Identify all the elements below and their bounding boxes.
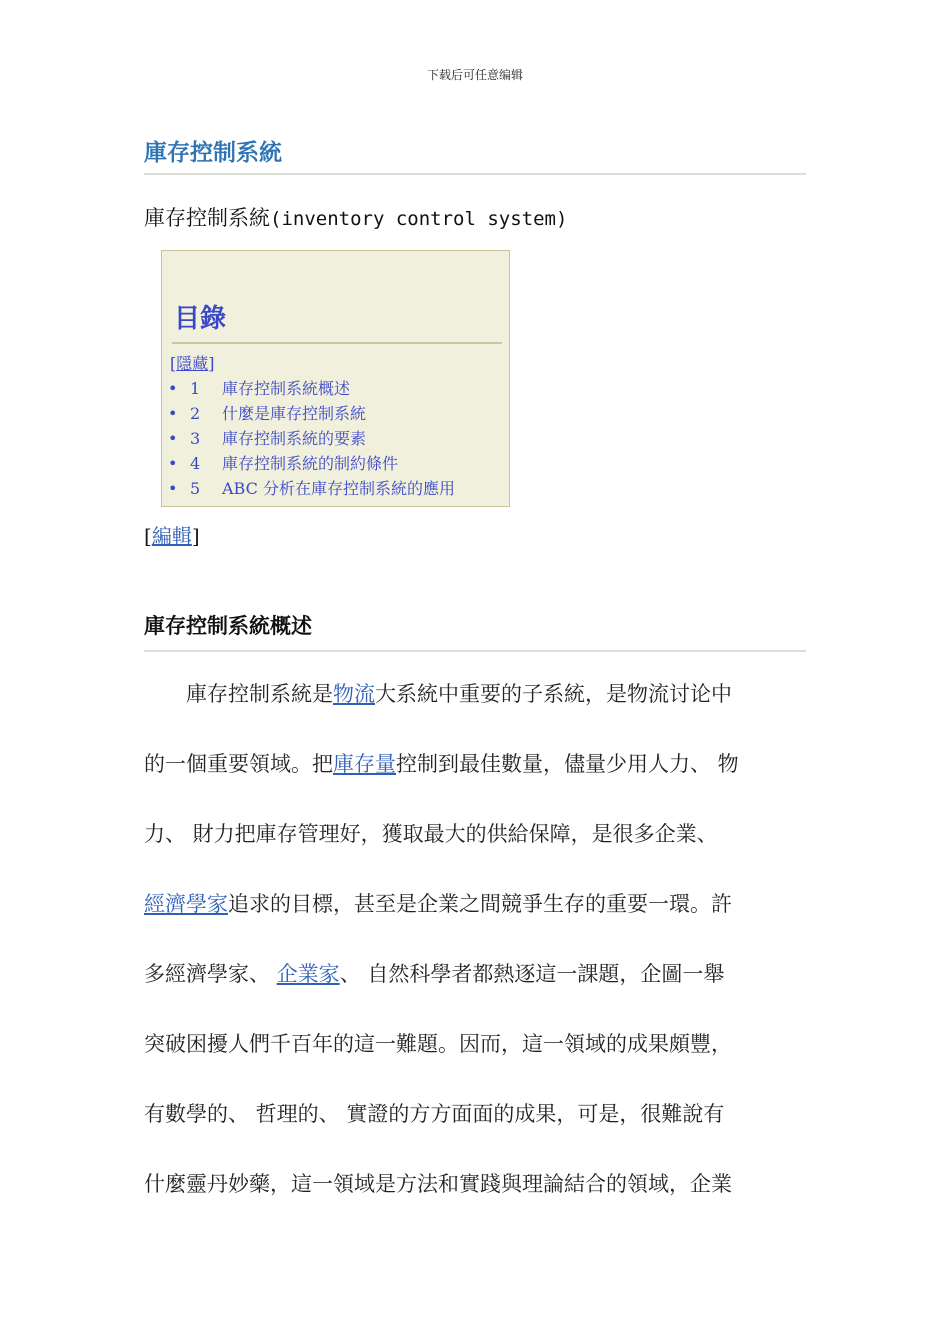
- toc-item-label[interactable]: 什麼是庫存控制系統: [222, 404, 367, 423]
- subtitle-cn: 庫存控制系統: [144, 206, 270, 230]
- inline-link[interactable]: 企業家: [276, 962, 340, 986]
- bullet-icon: •: [168, 429, 178, 448]
- paragraph-line: [144, 748, 806, 780]
- edit-bracket-close: ]: [191, 524, 200, 548]
- page-title: 庫存控制系統: [144, 140, 282, 166]
- toc-hide-bracket-open: [: [170, 354, 177, 373]
- paragraph-text: 追求的目標，甚至是企業之間競爭生存的重要一環。許: [228, 892, 732, 916]
- toc-item[interactable]: [168, 451, 455, 476]
- paragraph-line: [144, 818, 806, 850]
- edit-link[interactable]: 編輯: [151, 524, 192, 548]
- subtitle: [144, 202, 567, 232]
- toc-heading: 目錄: [174, 304, 227, 334]
- paragraph-text: 多經濟學家、: [144, 962, 277, 986]
- toc-hide-link[interactable]: 隱藏: [176, 354, 209, 373]
- table-of-contents: [161, 250, 510, 507]
- edit-bracket-open: [: [144, 524, 152, 548]
- toc-hide-bracket-close: ]: [208, 354, 215, 373]
- page-header: 下载后可任意编辑: [426, 68, 523, 82]
- toc-hide-toggle: [170, 351, 215, 374]
- inline-link[interactable]: 庫存量: [333, 752, 396, 776]
- toc-item-number: 4: [190, 454, 201, 473]
- toc-divider: [172, 342, 502, 344]
- paragraph-line: [144, 958, 806, 990]
- paragraph-text: 控制到最佳數量，儘量少用人力、 物: [396, 752, 739, 776]
- toc-item-label[interactable]: ABC 分析在庫存控制系統的應用: [222, 479, 455, 498]
- toc-item-number: 2: [190, 404, 201, 423]
- bullet-icon: •: [168, 379, 178, 398]
- paragraph-text: 的一個重要領域。把: [144, 752, 333, 776]
- toc-item[interactable]: [168, 401, 455, 426]
- paragraph-text: 有數學的、 哲理的、 實證的方方面面的成果，可是，很難說有: [144, 1102, 725, 1126]
- toc-item-number: 5: [190, 479, 201, 498]
- title-divider: [144, 173, 806, 175]
- toc-item[interactable]: [168, 476, 455, 501]
- bullet-icon: •: [168, 454, 178, 473]
- inline-link[interactable]: 經濟學家: [144, 892, 228, 916]
- paragraph-text: 、 自然科學者都熱逐這一課題，企圖一舉: [339, 962, 725, 986]
- bullet-icon: •: [168, 479, 178, 498]
- paragraph-text: 突破困擾人們千百年的這一難題。因而，這一領域的成果頗豐，: [144, 1032, 732, 1056]
- paragraph-text: 力、 財力把庫存管理好，獲取最大的供給保障，是很多企業、: [144, 822, 718, 846]
- toc-list: [168, 376, 455, 501]
- toc-item[interactable]: [168, 376, 455, 401]
- toc-item-label[interactable]: 庫存控制系統的制約條件: [222, 454, 399, 473]
- paragraph-line: [144, 678, 806, 710]
- toc-item-label[interactable]: 庫存控制系統概述: [222, 379, 351, 398]
- toc-item-label[interactable]: 庫存控制系統的要素: [222, 429, 367, 448]
- paragraph-line: [144, 1098, 806, 1130]
- toc-item-number: 1: [190, 379, 201, 398]
- paragraph-text: 什麼靈丹妙藥，這一領域是方法和實踐與理論結合的領域，企業: [144, 1172, 732, 1196]
- section-divider: [144, 650, 806, 652]
- paragraph-line: [144, 1028, 806, 1060]
- inline-link[interactable]: 物流: [333, 682, 375, 706]
- section-title: 庫存控制系統概述: [144, 614, 312, 638]
- paragraph-line: [144, 1168, 806, 1200]
- paragraph-text: 大系統中重要的子系統，是物流讨论中: [375, 682, 732, 706]
- bullet-icon: •: [168, 404, 178, 423]
- subtitle-en: (inventory control system): [270, 208, 568, 230]
- toc-item-number: 3: [190, 429, 201, 448]
- toc-item[interactable]: [168, 426, 455, 451]
- edit-section: [144, 520, 200, 549]
- paragraph-text: 庫存控制系統是: [144, 682, 333, 706]
- paragraph-line: [144, 888, 806, 920]
